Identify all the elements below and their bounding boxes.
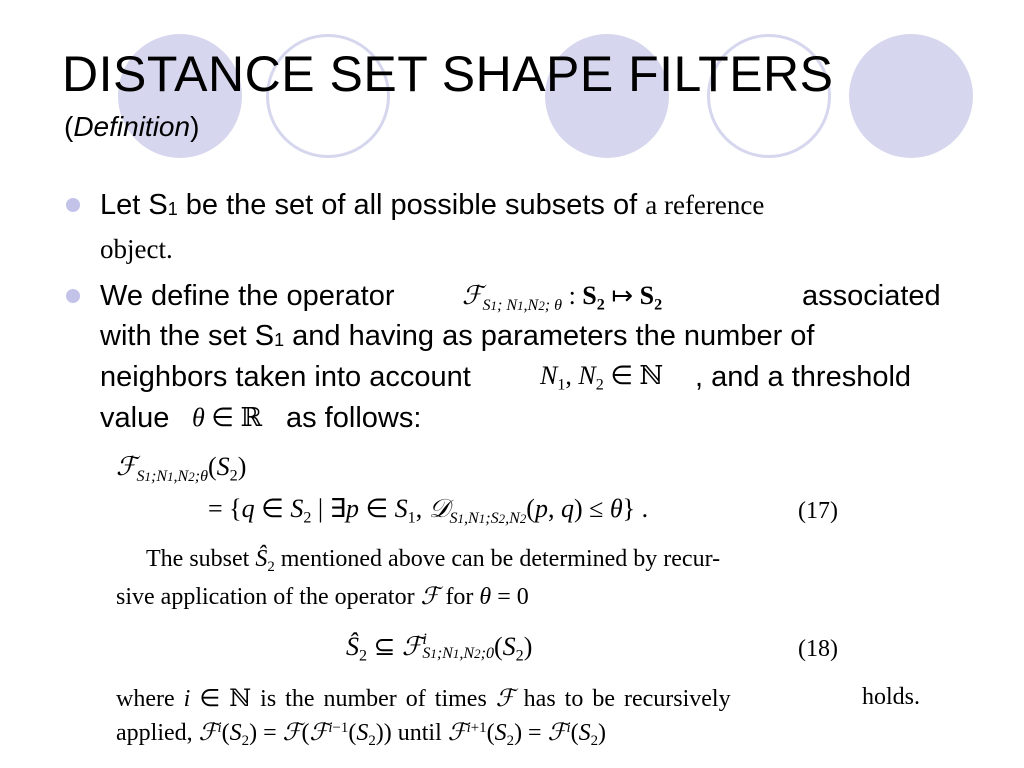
eq17-line1: $ℱ_{S1;N1,N2;\theta}(S_2)$	[116, 452, 247, 485]
eq18-number: (18)	[798, 636, 838, 662]
bullet-text-1: Let S1 be the set of all possible subsets of a reference object.	[100, 189, 765, 264]
slide-subtitle: (Definition)	[64, 111, 200, 142]
paper-holds: holds.	[862, 684, 921, 710]
paper-para1-line1: The subset $Ŝ_2$ mentioned above can be determined by recur-	[146, 546, 721, 576]
paper-para2-line2: applied, $ℱ^i(S_2)$ = $ℱ(ℱ^{i-1}(S_2))$ until $ℱ^{i+1}(S_2)$ = $ℱ^i(S_2)$	[116, 719, 607, 750]
bullet-text-2: We define the operator ℱ$_{S1; N1,N2; \theta}$ : $S_2$ ↦ $S_2$ associated with the set S1 and having as parameters the number of neighbors taken into account $N_1$, $N_2$ ∈ ℕ , and a threshold value θ ∈ ℝ as follows:	[100, 276, 980, 446]
threshold-formula: θ ∈ ℝ	[192, 403, 263, 433]
eq18: $Ŝ_2$ ⊆ ℱ i S1;N1,N2;0 $(S_2)$	[346, 630, 533, 665]
operator-formula: ℱ$_{S1; N1,N2; \theta}$ : $S_2$ ↦ $S_2$	[462, 281, 663, 314]
paper-para1-line2: sive application of the operator ℱ for θ = 0	[116, 584, 529, 610]
slide-title: DISTANCE SET SHAPE FILTERS	[62, 46, 834, 102]
neighbors-formula: $N_1$, $N_2$ ∈ ℕ	[540, 361, 664, 394]
decor-circle-5	[849, 34, 973, 158]
bullet-marker-2	[66, 289, 80, 303]
eq17-line2: = {q ∈ $S_2$ | ∃p ∈ $S_1$, 𝒟$_{S1,N1;S2,N2}$(p, q) ≤ θ} .	[208, 494, 649, 527]
bullet-marker-1	[66, 198, 80, 212]
eq17-number: (17)	[798, 498, 838, 524]
paper-para2-line1: where i ∈ ℕ is the number of times ℱ has to be recursively	[116, 684, 731, 712]
